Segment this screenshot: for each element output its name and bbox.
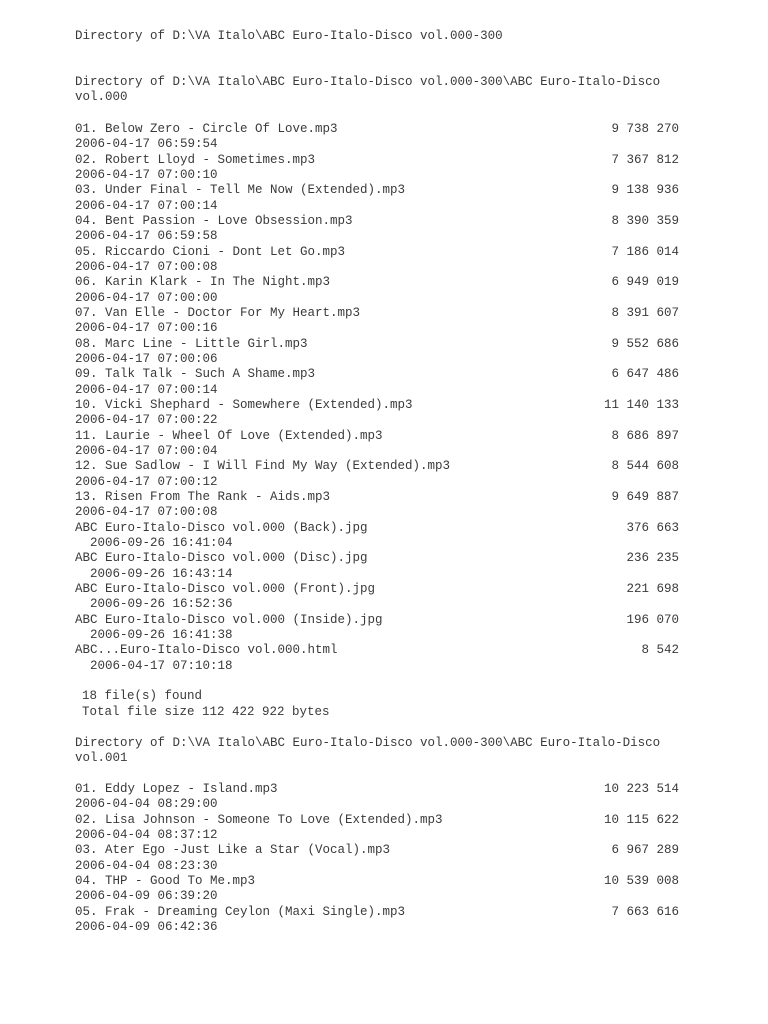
file-size: 6 647 486 [611,367,679,382]
file-size: 8 544 608 [611,459,679,474]
file-name: 02. Robert Lloyd - Sometimes.mp3 [75,152,316,167]
file-size: 8 390 359 [611,213,679,228]
file-date: 2006-04-17 07:00:16 [75,321,218,336]
file-name: 04. THP - Good To Me.mp3 [75,873,256,888]
file-size: 9 552 686 [611,336,679,351]
file-date: 2006-04-17 07:00:04 [75,444,218,458]
file-name: 04. Bent Passion - Love Obsession.mp3 [75,213,353,228]
section-heading-vol001: Directory of D:\VA Italo\ABC Euro-Italo-Disco vol.000-300\ABC Euro-Italo-Disco vol.001 [75,736,661,766]
file-date: 2006-04-04 08:23:30 [75,858,218,873]
file-date: 2006-09-26 16:43:14 [90,566,233,581]
file-name: 09. Talk Talk - Such A Shame.mp3 [75,367,316,382]
file-date: 2006-04-17 07:10:18 [90,658,233,673]
file-size: 196 070 [626,612,679,627]
file-date: 2006-04-17 07:00:12 [75,474,218,489]
root-directory-heading: Directory of D:\VA Italo\ABC Euro-Italo-Disco vol.000-300 [75,29,503,43]
file-name: ABC Euro-Italo-Disco vol.000 (Disc).jpg [75,551,368,566]
file-name: 05. Riccardo Cioni - Dont Let Go.mp3 [75,244,346,259]
file-date: 2006-04-17 06:59:58 [75,229,218,244]
file-size: 9 138 936 [611,183,679,198]
file-date: 2006-09-26 16:41:04 [90,535,233,550]
file-size: 221 698 [626,581,679,596]
file-name: 13. Risen From The Rank - Aids.mp3 [75,489,331,504]
file-date: 2006-04-04 08:29:00 [75,797,218,812]
file-size: 7 186 014 [611,244,679,259]
file-size: 6 949 019 [611,275,679,290]
file-size: 10 539 008 [603,873,679,888]
file-date: 2006-04-17 06:59:54 [75,137,218,152]
file-size: 6 967 289 [611,843,679,858]
file-size: 10 115 622 [603,812,679,827]
file-name: 10. Vicki Shephard - Somewhere (Extended).mp3 [75,397,413,412]
file-name: 07. Van Elle - Doctor For My Heart.mp3 [75,305,361,320]
file-name: ABC Euro-Italo-Disco vol.000 (Back).jpg [75,520,368,535]
file-size: 236 235 [626,551,679,566]
file-name: 12. Sue Sadlow - I Will Find My Way (Extended).mp3 [75,459,451,474]
total-file-size: Total file size 112 422 922 bytes [82,705,330,719]
file-size: 9 649 887 [611,489,679,504]
file-date: 2006-04-17 07:00:14 [75,382,218,397]
file-date: 2006-04-17 07:00:06 [75,352,218,367]
file-date: 2006-04-04 08:37:12 [75,828,218,843]
file-name: 05. Frak - Dreaming Ceylon (Maxi Single).mp3 [75,904,406,919]
file-date: 2006-04-09 06:42:36 [75,920,218,935]
file-name: ABC Euro-Italo-Disco vol.000 (Front).jpg [75,581,376,596]
file-size: 9 738 270 [611,122,679,136]
file-name: 01. Eddy Lopez - Island.mp3 [75,782,278,796]
file-name: 02. Lisa Johnson - Someone To Love (Extended).mp3 [75,812,443,827]
section-heading-vol000: Directory of D:\VA Italo\ABC Euro-Italo-Disco vol.000-300\ABC Euro-Italo-Disco vol.000 [75,75,661,105]
file-date: 2006-04-17 07:00:14 [75,198,218,213]
file-name: 01. Below Zero - Circle Of Love.mp3 [75,122,338,136]
file-date: 2006-04-17 07:00:10 [75,168,218,183]
file-date: 2006-04-17 07:00:00 [75,290,218,305]
file-name: ABC...Euro-Italo-Disco vol.000.html [75,643,338,658]
file-size: 7 367 812 [611,152,679,167]
file-name: 08. Marc Line - Little Girl.mp3 [75,336,308,351]
file-date: 2006-04-09 06:39:20 [75,889,218,904]
file-name: 03. Ater Ego -Just Like a Star (Vocal).mp3 [75,843,391,858]
file-name: 06. Karin Klark - In The Night.mp3 [75,275,331,290]
file-size: 11 140 133 [603,397,679,412]
file-size: 10 223 514 [603,782,679,796]
file-date: 2006-04-17 07:00:08 [75,505,218,520]
file-size: 8 391 607 [611,305,679,320]
file-size: 7 663 616 [611,904,679,919]
file-size: 8 542 [641,643,679,658]
file-size: 376 663 [626,520,679,535]
file-date: 2006-09-26 16:52:36 [90,597,233,612]
file-name: 03. Under Final - Tell Me Now (Extended).mp3 [75,183,406,198]
files-found-count: 18 file(s) found [82,689,203,703]
file-size: 8 686 897 [611,428,679,443]
file-date: 2006-04-17 07:00:22 [75,413,218,428]
file-name: ABC Euro-Italo-Disco vol.000 (Inside).jpg [75,612,383,627]
file-date: 2006-04-17 07:00:08 [75,260,218,275]
file-date: 2006-09-26 16:41:38 [90,627,233,642]
file-name: 11. Laurie - Wheel Of Love (Extended).mp3 [75,428,383,443]
